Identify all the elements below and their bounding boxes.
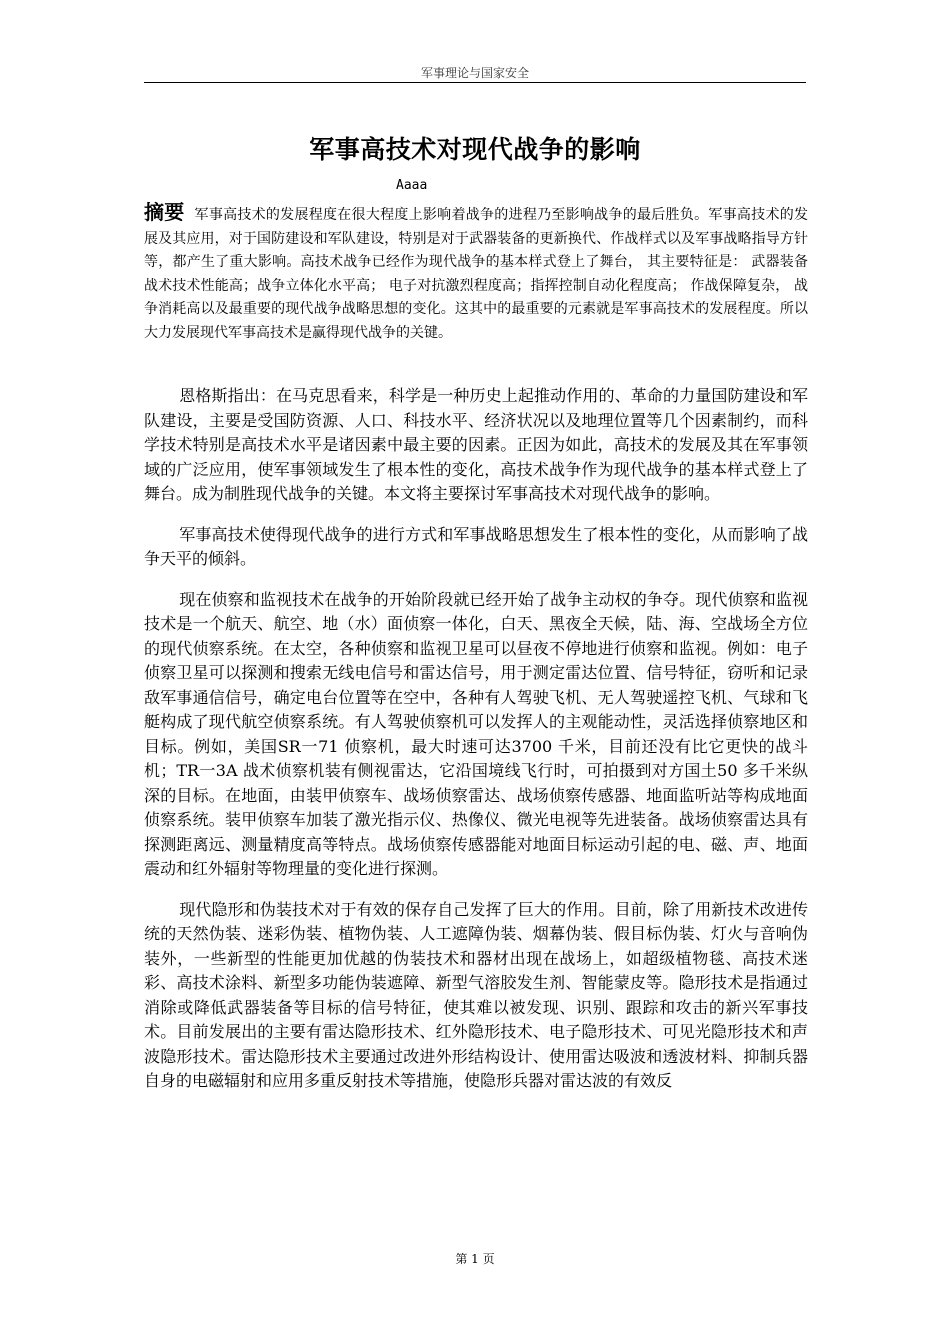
abstract-text: 军事高技术的发展程度在很大程度上影响着战争的进程乃至影响战争的最后胜负。军事高技术的发展及其应用，对于国防建设和军队建设，特别是对于武器装备的更新换代、作战样式以及军事战略指导方针等，都产生了重大影响。高技术战争已经作为现代战争的基本样式登上了舞台， 其主要特征是： 武器装备战术技术性能高；战争立体化水平高； 电子对抗激烈程度高；指挥控制自动化程度高； 作战保障复杂， 战争消耗高以及最重要的现代战争战略思想的变化。这其中的最重要的元素就是军事高技术的发展程度。所以大力发展现代军事高技术是赢得现代战争的关键。 <box>144 207 808 341</box>
abstract-heading: 摘要 <box>144 200 185 224</box>
paragraph-1: 恩格斯指出：在马克思看来，科学是一种历史上起推动作用的、革命的力量国防建设和军队建设，主要是受国防资源、人口、科技水平、经济状况以及地理位置等几个因素制约，而科学技术特别是高技术水平是诸因素中最主要的因素。正因为如此，高技术的发展及其在军事领域的广泛应用，使军事领域发生了根本性的变化，高技术战争作为现代战争的基本样式登上了舞台。成为制胜现代战争的关键。本文将主要探讨军事高技术对现代战争的影响。 <box>144 386 808 503</box>
abstract <box>144 201 808 345</box>
paragraph-2: 军事高技术使得现代战争的进行方式和军事战略思想发生了根本性的变化，从而影响了战争天平的倾斜。 <box>144 524 808 568</box>
paragraph-3: 现在侦察和监视技术在战争的开始阶段就已经开始了战争主动权的争夺。现代侦察和监视技术是一个航天、航空、地（水）面侦察一体化，白天、黑夜全天候，陆、海、空战场全方位的现代侦察系统。在太空，各种侦察和监视卫星可以昼夜不停地进行侦察和监视。例如：电子侦察卫星可以探测和搜索无线电信号和雷达信号，用于测定雷达位置、信号特征，窃听和记录敌军事通信信号，确定电台位置等在空中，各种有人驾驶飞机、无人驾驶遥控飞机、气球和飞艇构成了现代航空侦察系统。有人驾驶侦察机可以发挥人的主观能动性，灵活选择侦察地区和目标。例如，美国SR一71 侦察机，最大时速可达3700 千米，目前还没有比它更快的战斗机；TR一3A 战术侦察机装有侧视雷达，它沿国境线飞行时，可拍摄到对方国土50 多千米纵深的目标。在地面，由装甲侦察车、战场侦察雷达、战场侦察传感器、地面监听站等构成地面侦察系统。装甲侦察车加装了激光指示仪、热像仪、微光电视等先进装备。战场侦察雷达具有探测距离远、测量精度高等特点。战场侦察传感器能对地面目标运动引起的电、磁、声、地面震动和红外辐射等物理量的变化进行探测。 <box>144 589 808 878</box>
document-title: 军事高技术对现代战争的影响 <box>309 135 641 164</box>
author-name: Aaaa <box>396 178 428 193</box>
header-divider <box>144 82 806 83</box>
page-number: 第 1 页 <box>455 1252 495 1266</box>
paragraph-4: 现代隐形和伪装技术对于有效的保存自己发挥了巨大的作用。目前，除了用新技术改进传统的天然伪装、迷彩伪装、植物伪装、人工遮障伪装、烟幕伪装、假目标伪装、灯火与音响伪装外，一些新型的性能更加优越的伪装技术和器材出现在战场上，如超级植物毯、高技术迷彩、高技术涂料、新型多功能伪装遮障、新型气溶胶发生剂、智能蒙皮等。隐形技术是指通过消除或降低武器装备等目标的信号特征，使其难以被发现、识别、跟踪和攻击的新兴军事技术。目前发展出的主要有雷达隐形技术、红外隐形技术、电子隐形技术、可见光隐形技术和声波隐形技术。雷达隐形技术主要通过改进外形结构设计、使用雷达吸波和透波材料、抑制兵器自身的电磁辐射和应用多重反射技术等措施，使隐形兵器对雷达波的有效反 <box>144 899 808 1090</box>
body-text <box>144 384 808 1110</box>
running-header: 军事理论与国家安全 <box>420 66 529 80</box>
